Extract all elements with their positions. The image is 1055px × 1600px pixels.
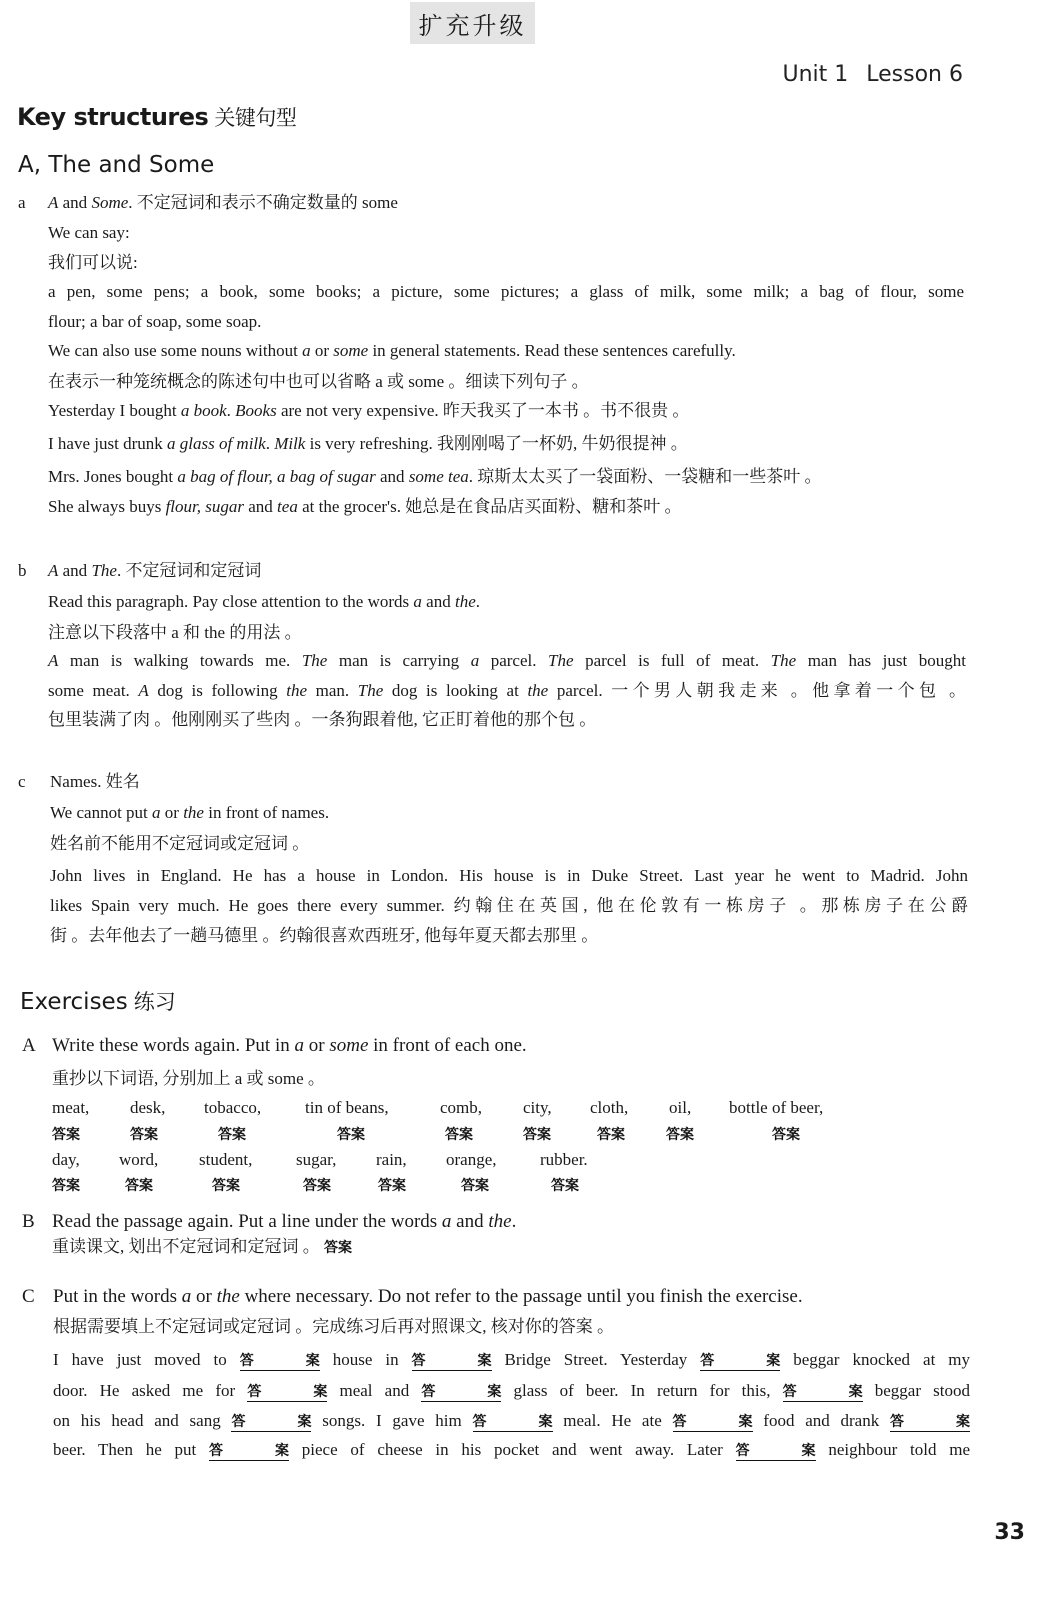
text: 重读课文, 划出不定冠词和定冠词 。	[52, 1237, 324, 1256]
answer-link[interactable]: 答案	[551, 1178, 579, 1194]
exercise-letter: B	[22, 1211, 35, 1232]
answer-link[interactable]: 答案	[52, 1127, 80, 1143]
exercise-word: city,	[523, 1098, 552, 1117]
answer-link[interactable]: 答案	[378, 1178, 406, 1194]
text: Read the passage again. Put a line under the words	[52, 1211, 442, 1232]
text: John lives in England. He has a house in London. His house is in Duke Street. Last year he went to Madrid. John	[50, 866, 968, 885]
text: in front of names.	[203, 803, 330, 822]
heading-cn: 练习	[133, 990, 176, 1014]
text-line	[50, 833, 309, 855]
answer-link[interactable]: 答案	[130, 1127, 158, 1143]
text: a pen, some pens; a book, some books; a picture, some pictures; a glass of milk, some milk; a bag of flour, some	[48, 282, 964, 301]
answer-link[interactable]: 答案	[212, 1178, 240, 1194]
italic-text: Milk	[274, 434, 306, 453]
text-line	[52, 1211, 516, 1233]
text: on his head and sang	[53, 1411, 232, 1430]
answer-blank-link[interactable]: 答案	[411, 1353, 492, 1369]
text: and	[451, 1211, 489, 1232]
italic-text: the	[183, 803, 204, 822]
text: Yesterday I bought	[48, 401, 181, 420]
answer-blank-link[interactable]: 答案	[782, 1384, 863, 1400]
text: and	[375, 467, 409, 486]
text: man is walking towards me.	[58, 651, 302, 670]
text: in general statements. Read these sentences carefully.	[368, 341, 736, 360]
answer-link[interactable]: 答案	[337, 1127, 365, 1143]
text: and	[58, 193, 92, 212]
text: dog is following	[148, 681, 287, 700]
text-line	[50, 802, 329, 824]
answer-link[interactable]: 答案	[523, 1127, 551, 1143]
unit-lesson-label	[782, 62, 963, 87]
text: . 不定冠词和表示不确定数量的 some	[128, 193, 398, 212]
text-line	[48, 311, 261, 333]
text: meal and	[327, 1381, 422, 1400]
exercise-word: word,	[119, 1150, 159, 1169]
text-line	[48, 466, 822, 488]
italic-text: a	[441, 1211, 452, 1232]
text-line	[53, 1286, 803, 1308]
text: parcel is full of meat.	[573, 651, 771, 670]
page-number: 33	[994, 1520, 1025, 1545]
text: We cannot put	[50, 803, 153, 822]
text: in front of each one.	[368, 1035, 527, 1056]
text: man has just bought	[796, 651, 967, 670]
text: are not very expensive. 昨天我买了一本书 。书不很贵 。	[276, 401, 690, 420]
text: beggar stood	[862, 1381, 970, 1400]
text: Bridge Street. Yesterday	[491, 1350, 701, 1369]
italic-text: a	[302, 341, 311, 360]
text-line	[48, 281, 964, 303]
section-letter: a	[18, 193, 26, 212]
heading-cn: 关键句型	[214, 106, 297, 130]
text-line	[53, 1380, 970, 1402]
text: I have just drunk	[48, 434, 167, 453]
text: man is carrying	[327, 651, 471, 670]
text-line	[48, 400, 689, 422]
answer-blank-link[interactable]: 答案	[890, 1414, 970, 1430]
text: or	[304, 1035, 330, 1056]
text: . 不定冠词和定冠词	[116, 561, 262, 580]
answer-link[interactable]: 答案	[445, 1127, 473, 1143]
text-line	[48, 496, 681, 518]
text: .	[265, 434, 275, 453]
text: 我们可以说:	[48, 253, 138, 272]
text-line	[48, 650, 966, 672]
answer-link[interactable]: 答案	[324, 1240, 352, 1256]
text: .	[226, 401, 236, 420]
italic-text: Some	[91, 193, 129, 212]
answer-blank-link[interactable]: 答案	[421, 1384, 502, 1400]
exercise-word: bottle of beer,	[729, 1098, 824, 1117]
italic-text: some	[333, 341, 369, 360]
answer-blank-link[interactable]: 答案	[735, 1443, 816, 1459]
text: glass of beer. In return for this,	[501, 1381, 783, 1400]
text: 姓名前不能用不定冠词或定冠词 。	[50, 834, 310, 853]
text: Names. 姓名	[50, 772, 140, 791]
text-line	[48, 340, 736, 362]
answer-link[interactable]: 答案	[52, 1178, 80, 1194]
heading-en: Key structures	[17, 103, 209, 131]
text: Write these words again. Put in	[52, 1035, 295, 1056]
text: some meat.	[48, 681, 139, 700]
text: 在表示一种笼统概念的陈述句中也可以省略 a 或 some 。细读下列句子 。	[48, 372, 589, 391]
italic-text: the	[216, 1286, 240, 1307]
italic-text: A	[48, 651, 59, 670]
text: parcel.	[479, 651, 549, 670]
text-line	[53, 1410, 970, 1432]
section-letter: b	[18, 561, 27, 580]
answer-blank-link[interactable]: 答案	[247, 1384, 328, 1400]
italic-text: some tea	[408, 467, 469, 486]
text-line	[48, 433, 688, 455]
italic-text: a	[294, 1035, 304, 1056]
italic-text: A	[138, 681, 149, 700]
text: Put in the words	[53, 1286, 182, 1307]
answer-link[interactable]: 答案	[461, 1178, 489, 1194]
exercise-word: rain,	[376, 1150, 407, 1169]
answer-blank-link[interactable]: 答案	[209, 1443, 290, 1459]
italic-text: a	[152, 803, 161, 822]
exercise-word: orange,	[446, 1150, 497, 1169]
text-line	[52, 1236, 352, 1258]
text: We can also use some nouns without	[48, 341, 303, 360]
exercise-word: comb,	[440, 1098, 483, 1117]
text-line	[48, 622, 302, 644]
italic-text: the	[527, 681, 549, 700]
text-line	[50, 895, 968, 917]
exercise-word: student,	[199, 1150, 253, 1169]
answer-blank-link[interactable]: 答案	[700, 1353, 781, 1369]
exercise-word: sugar,	[296, 1150, 337, 1169]
text-line	[50, 865, 968, 887]
text: She always buys	[48, 497, 166, 516]
italic-text: the	[454, 592, 476, 611]
text: likes Spain very much. He goes there every summer. 约翰住在英国, 他在伦敦有一栋房子 。那栋房子在公爵	[50, 896, 968, 915]
italic-text: The	[91, 561, 117, 580]
instruction-cn: 根据需要填上不定冠词或定冠词 。完成练习后再对照课文, 核对你的答案 。	[53, 1317, 614, 1336]
text-line	[48, 709, 596, 731]
text-line	[50, 925, 598, 947]
text: or	[191, 1286, 217, 1307]
exercise-word: tobacco,	[204, 1098, 262, 1117]
answer-blank-link[interactable]: 答案	[672, 1414, 753, 1430]
text-line	[48, 252, 138, 274]
italic-text: The	[548, 651, 574, 670]
text: or	[160, 803, 184, 822]
answer-link[interactable]: 答案	[597, 1127, 625, 1143]
text: meal. He ate	[552, 1411, 673, 1430]
text: We can say:	[48, 223, 130, 242]
heading-en: Exercises	[20, 989, 128, 1015]
text: 街 。去年他去了一趟马德里 。约翰很喜欢西班牙, 他每年夏天都去那里 。	[50, 926, 599, 945]
italic-text: A	[48, 561, 59, 580]
italic-text: The	[357, 681, 384, 700]
text: .	[475, 592, 480, 611]
text: . 琼斯太太买了一袋面粉、一袋糖和一些茶叶 。	[468, 467, 822, 486]
subheading: A, The and Some	[18, 152, 215, 178]
italic-text: a glass of milk	[166, 434, 266, 453]
exercises-heading	[20, 986, 176, 1016]
text: food and drank	[752, 1411, 890, 1430]
text: beggar knocked at my	[780, 1350, 970, 1369]
text: is very refreshing. 我刚刚喝了一杯奶, 牛奶很提神 。	[305, 434, 688, 453]
answer-blank-link[interactable]: 答案	[239, 1353, 320, 1369]
italic-text: tea	[277, 497, 298, 516]
text: and	[244, 497, 278, 516]
text: Read this paragraph. Pay close attention to the words	[48, 592, 414, 611]
italic-text: a	[413, 592, 422, 611]
exercise-word: meat,	[52, 1098, 90, 1117]
text: Mrs. Jones bought	[48, 467, 178, 486]
text: dog is looking at	[383, 681, 528, 700]
text-line	[48, 192, 398, 214]
answer-blank-link[interactable]: 答案	[231, 1414, 312, 1430]
text: and	[58, 561, 92, 580]
answer-link[interactable]: 答案	[125, 1178, 153, 1194]
italic-text: a book	[180, 401, 227, 420]
unit-label: Unit 1	[782, 62, 849, 87]
exercise-letter: C	[22, 1286, 35, 1307]
answer-link[interactable]: 答案	[772, 1127, 800, 1143]
exercise-word: cloth,	[590, 1098, 629, 1117]
text: house in	[319, 1350, 412, 1369]
text-line	[53, 1349, 970, 1371]
lesson-label: Lesson 6	[866, 62, 963, 87]
text: I have just moved to	[53, 1350, 240, 1369]
text-line	[48, 222, 130, 244]
italic-text: some	[329, 1035, 369, 1056]
text-line	[53, 1439, 970, 1461]
exercise-word: oil,	[669, 1098, 692, 1117]
italic-text: a bag of flour, a bag of sugar	[177, 467, 376, 486]
text: 注意以下段落中 a 和 the 的用法 。	[48, 623, 302, 642]
text: where necessary. Do not refer to the passage until you finish the exercise.	[239, 1286, 803, 1307]
text: piece of cheese in his pocket and went away. Later	[289, 1440, 736, 1459]
text: neighbour told me	[815, 1440, 970, 1459]
italic-text: Books	[235, 401, 277, 420]
instruction-cn: 重抄以下词语, 分别加上 a 或 some 。	[52, 1069, 325, 1088]
text: or	[310, 341, 334, 360]
italic-text: The	[770, 651, 797, 670]
text: beer. Then he put	[53, 1440, 210, 1459]
text-line	[52, 1035, 527, 1057]
exercise-letter: A	[22, 1035, 36, 1056]
exercise-word: tin of beans,	[305, 1098, 389, 1117]
key-structures-heading	[17, 102, 296, 132]
italic-text: A	[48, 193, 59, 212]
text: door. He asked me for	[53, 1381, 248, 1400]
answer-link[interactable]: 答案	[218, 1127, 246, 1143]
section-letter: c	[18, 772, 26, 791]
section-banner: 扩充升级	[410, 2, 535, 44]
italic-text: the	[286, 681, 308, 700]
text: 包里装满了肉 。他刚刚买了些肉 。一条狗跟着他, 它正盯着他的那个包 。	[48, 710, 597, 729]
exercise-word: day,	[52, 1150, 80, 1169]
exercise-word: desk,	[130, 1098, 166, 1117]
italic-text: a	[181, 1286, 192, 1307]
italic-text: a	[470, 651, 480, 670]
italic-text: the	[488, 1211, 512, 1232]
text-line	[48, 680, 966, 702]
text: man.	[307, 681, 358, 700]
text-line	[48, 371, 589, 393]
answer-blank-link[interactable]: 答案	[472, 1414, 553, 1430]
answer-link[interactable]: 答案	[666, 1127, 694, 1143]
italic-text: flour, sugar	[165, 497, 244, 516]
text-line	[50, 771, 140, 793]
text: and	[421, 592, 455, 611]
text: at the grocer's. 她总是在食品店买面粉、糖和茶叶 。	[297, 497, 682, 516]
text: songs. I gave him	[311, 1411, 473, 1430]
text: parcel. 一个男人朝我走来 。他拿着一个包 。	[548, 681, 966, 700]
text-line	[48, 591, 480, 613]
answer-link[interactable]: 答案	[303, 1178, 331, 1194]
text: flour; a bar of soap, some soap.	[48, 312, 262, 331]
text: .	[511, 1211, 517, 1232]
text-line	[48, 560, 261, 582]
exercise-word: rubber.	[540, 1150, 588, 1169]
italic-text: The	[301, 651, 328, 670]
